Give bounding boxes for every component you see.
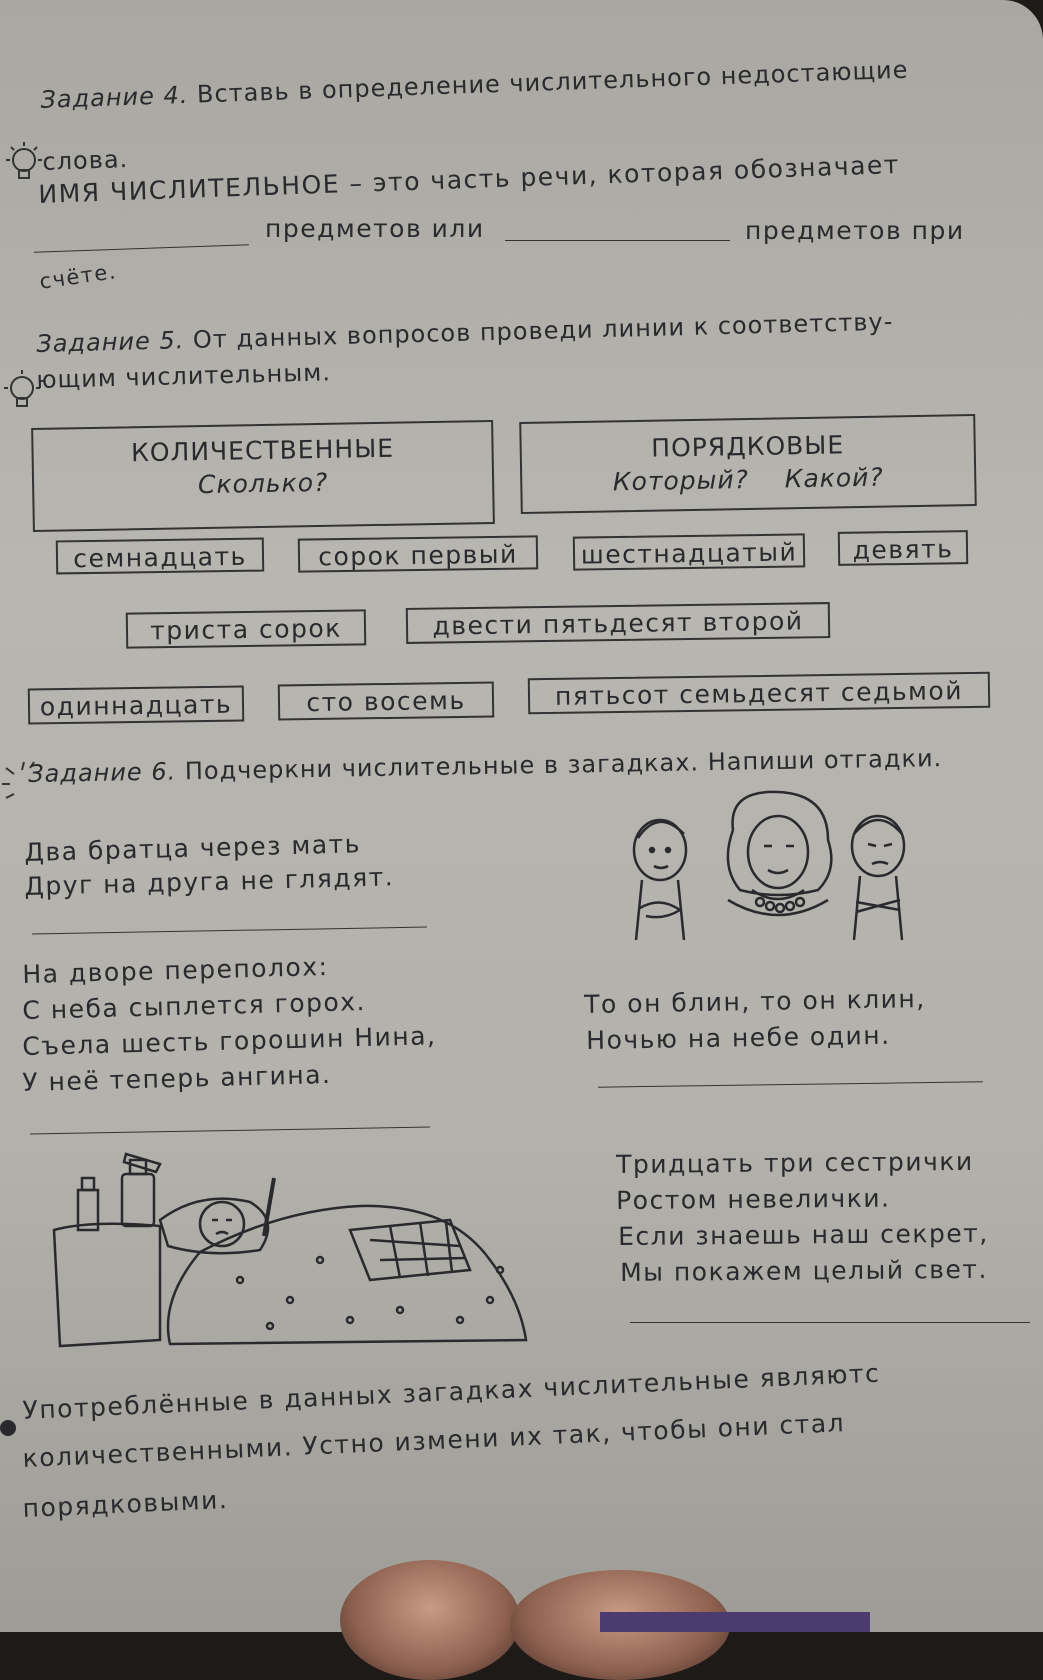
numeral-card[interactable]: девять xyxy=(838,530,968,566)
task5-text-cont: ющим числительным. xyxy=(36,358,332,394)
riddle1-line: Друг на друга не глядят. xyxy=(24,862,395,901)
task6-text: Подчеркни числительные в загадках. Напиши отгадки. xyxy=(184,744,943,786)
task5-label: Задание 5. xyxy=(36,326,185,358)
riddle3-line: То он блин, то он клин, xyxy=(584,984,926,1019)
answer-blank-1[interactable] xyxy=(34,244,249,253)
riddle4-line: Мы покажем целый свет. xyxy=(620,1254,988,1287)
numeral-card[interactable]: пятьсот семьдесят седьмой xyxy=(528,672,990,714)
definition-mid2: предметов при xyxy=(745,216,965,245)
definition-term: ИМЯ ЧИСЛИТЕЛЬНОЕ xyxy=(38,169,341,209)
riddle2-line: У неё теперь ангина. xyxy=(22,1059,332,1097)
purple-edge xyxy=(600,1612,870,1632)
category-ordinal-box[interactable] xyxy=(519,414,977,514)
footer-line: порядковыми. xyxy=(22,1485,229,1523)
category-cardinal-title: КОЛИЧЕСТВЕННЫЕ xyxy=(130,433,395,468)
task5-text: От данных вопросов проведи линии к соответству- xyxy=(192,307,894,354)
riddle3-answer-blank[interactable] xyxy=(598,1081,983,1087)
category-ordinal-question: Который? Какой? xyxy=(612,462,884,497)
numeral-card[interactable]: семнадцать xyxy=(56,538,264,575)
task6-heading xyxy=(28,744,942,788)
riddle2-line: С неба сыплется горох. xyxy=(22,987,367,1025)
definition-line1 xyxy=(38,150,900,209)
category-ordinal-title: ПОРЯДКОВЫЕ xyxy=(651,430,845,463)
category-cardinal-box[interactable] xyxy=(31,420,495,532)
numeral-card[interactable]: сто восемь xyxy=(278,681,494,720)
task5-heading xyxy=(36,308,894,358)
footer-line: количественными. Устно измени их так, чтобы они стал xyxy=(22,1408,846,1473)
riddle2-line: Съела шесть горошин Нина, xyxy=(22,1021,437,1061)
children-illustration xyxy=(628,790,928,960)
task6-label: Задание 6. xyxy=(28,757,177,788)
task4-text: Вставь в определение числительного недостающие xyxy=(196,55,909,109)
definition-text: – это часть речи, которая обозначает xyxy=(348,149,901,199)
numeral-card[interactable]: двести пятьдесят второй xyxy=(406,602,830,644)
task4-text-cont: слова. xyxy=(42,145,129,176)
riddle4-line: Если знаешь наш секрет, xyxy=(618,1218,989,1251)
numeral-card[interactable]: триста сорок xyxy=(126,609,366,648)
riddle1-line: Два братца через мать xyxy=(24,829,362,867)
riddle2-answer-blank[interactable] xyxy=(30,1127,430,1135)
riddle4-answer-blank[interactable] xyxy=(630,1322,1030,1323)
riddle1-answer-blank[interactable] xyxy=(32,927,427,935)
riddle2-line: На дворе переполох: xyxy=(22,951,329,989)
bullet-icon xyxy=(0,1420,16,1436)
footer-line: Употреблённые в данных загадках числительные являютс xyxy=(22,1358,881,1425)
numeral-card[interactable]: сорок первый xyxy=(298,535,538,572)
sick-girl-illustration xyxy=(50,1150,540,1350)
task4-label: Задание 4. xyxy=(40,80,189,114)
riddle4-line: Ростом невелички. xyxy=(616,1183,891,1215)
numeral-card[interactable]: одиннадцать xyxy=(28,685,244,724)
riddle4-line: Тридцать три сестрички xyxy=(616,1146,974,1179)
riddle3-line: Ночью на небе один. xyxy=(586,1020,891,1055)
definition-end: счёте. xyxy=(38,259,119,294)
category-cardinal-question: Сколько? xyxy=(197,467,329,500)
answer-blank-2[interactable] xyxy=(505,240,730,241)
numeral-card[interactable]: шестнадцатый xyxy=(573,533,805,570)
definition-mid1: предметов или xyxy=(265,214,485,243)
task4-heading xyxy=(40,56,909,114)
finger-shadow xyxy=(340,1560,520,1680)
